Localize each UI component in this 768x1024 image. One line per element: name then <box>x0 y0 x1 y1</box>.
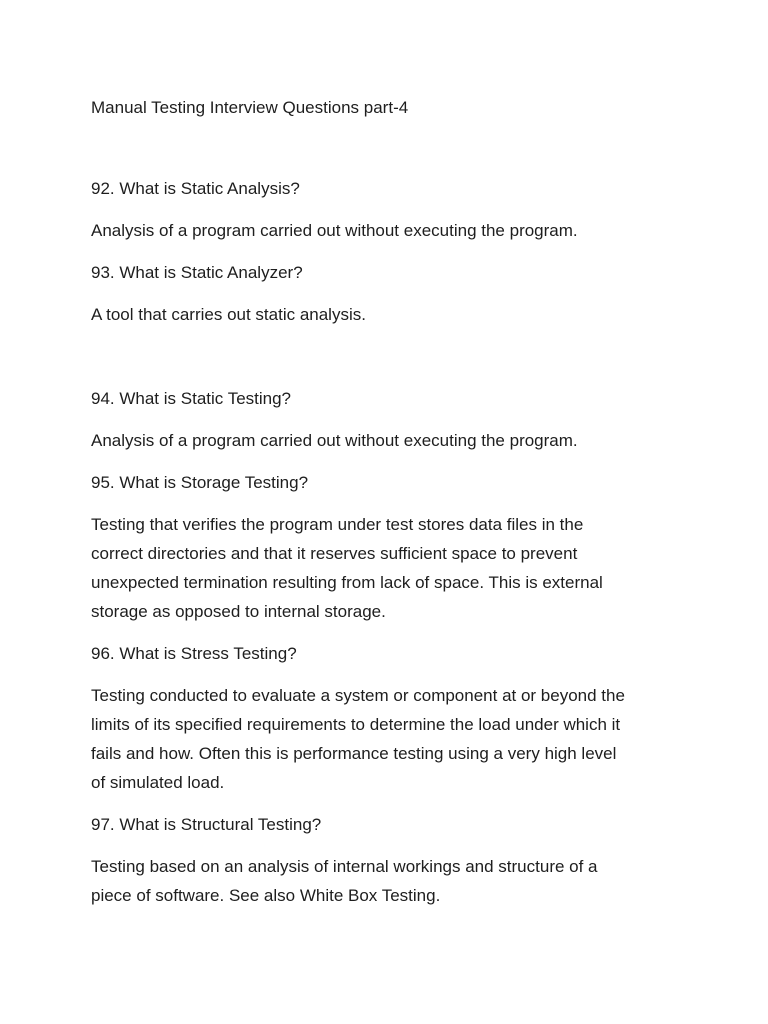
answer-line: Testing conducted to evaluate a system or component at or beyond the <box>91 686 625 705</box>
qa-list <box>91 174 691 910</box>
answer-line: of simulated load. <box>91 773 225 792</box>
answer-paragraph <box>91 216 691 245</box>
answer-paragraph <box>91 300 691 329</box>
qa-section <box>91 174 691 245</box>
answer-paragraph <box>91 681 691 797</box>
answer-line: Analysis of a program carried out without executing the program. <box>91 431 578 450</box>
question-heading: 94. What is Static Testing? <box>91 389 292 408</box>
qa-section <box>91 810 691 910</box>
document-content <box>91 93 691 923</box>
question-heading: 92. What is Static Analysis? <box>91 179 300 198</box>
question-heading: 96. What is Stress Testing? <box>91 644 297 663</box>
answer-line: Analysis of a program carried out without executing the program. <box>91 221 578 240</box>
answer-paragraph <box>91 510 691 626</box>
qa-section <box>91 468 691 626</box>
answer-paragraph <box>91 426 691 455</box>
answer-line: limits of its specified requirements to determine the load under which it <box>91 715 621 734</box>
answer-line: Testing based on an analysis of internal workings and structure of a <box>91 857 598 876</box>
answer-line: A tool that carries out static analysis. <box>91 305 366 324</box>
question-heading: 97. What is Structural Testing? <box>91 815 322 834</box>
question-heading: 93. What is Static Analyzer? <box>91 263 303 282</box>
answer-paragraph <box>91 852 691 910</box>
answer-line: unexpected termination resulting from lack of space. This is external <box>91 573 603 592</box>
answer-line: correct directories and that it reserves sufficient space to prevent <box>91 544 578 563</box>
answer-line: storage as opposed to internal storage. <box>91 602 386 621</box>
qa-section <box>91 639 691 797</box>
qa-section <box>91 258 691 329</box>
answer-line: fails and how. Often this is performance testing using a very high level <box>91 744 617 763</box>
qa-section <box>91 384 691 455</box>
answer-line: Testing that verifies the program under test stores data files in the <box>91 515 584 534</box>
question-heading: 95. What is Storage Testing? <box>91 473 309 492</box>
document-title: Manual Testing Interview Questions part-4 <box>91 98 409 117</box>
answer-line: piece of software. See also White Box Testing. <box>91 886 441 905</box>
